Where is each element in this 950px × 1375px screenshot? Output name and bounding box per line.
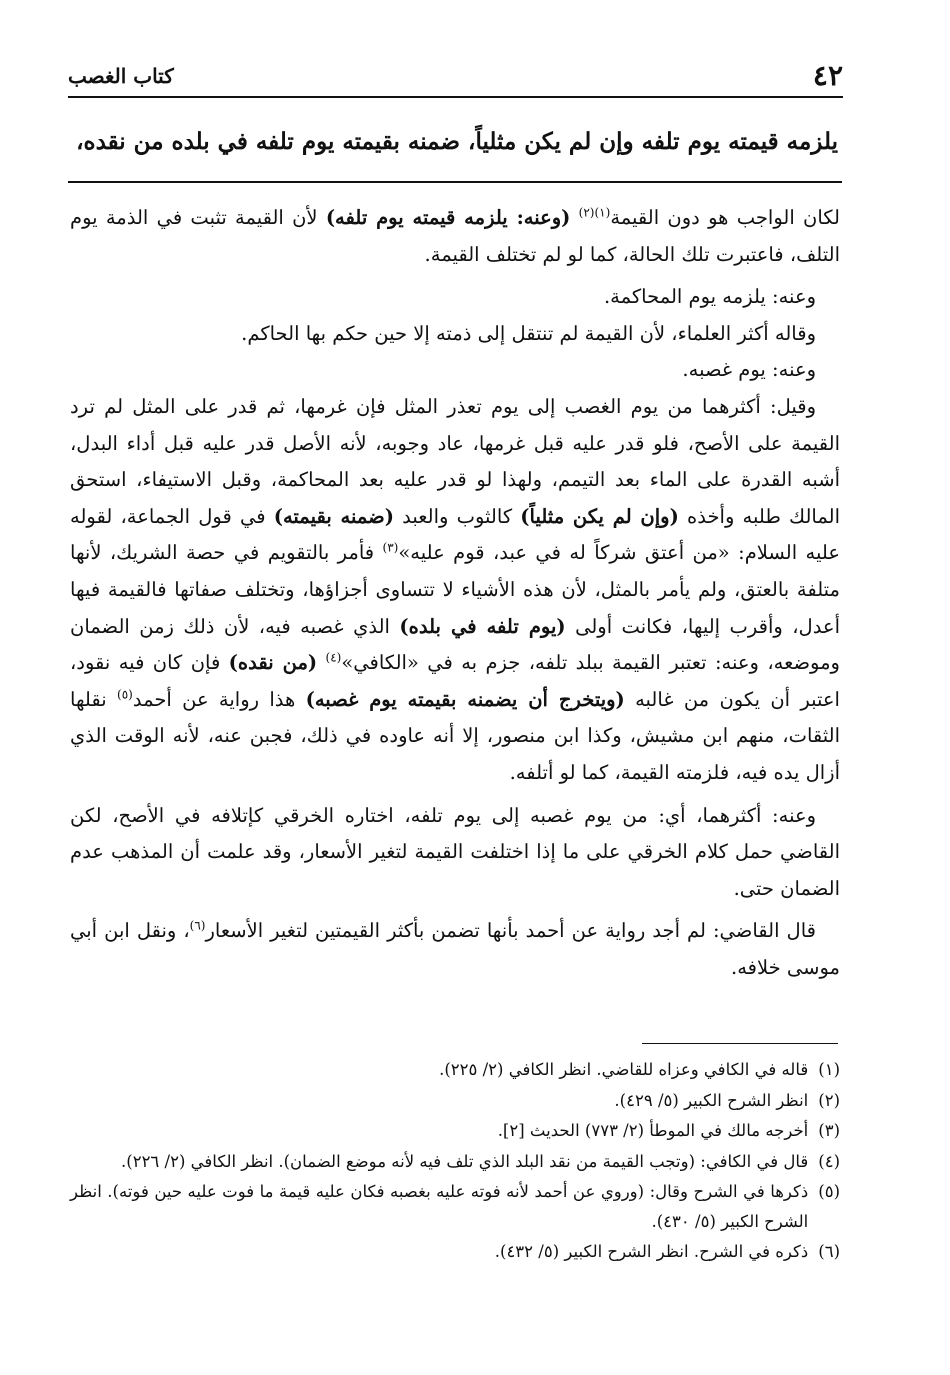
commentary-paragraph: وقيل: أكثرهما من يوم الغصب إلى يوم تعذر المثل فإن غرمها، ثم قدر على المثل لم ترد القيمة على الأصح، فلو قدر عليه قبل غرمها، عاد وجوبه، لأنه الأصل قدر عليه قبل أداء البدل، أشبه القدرة على الماء بعد التيمم، ولهذا لو قدر عليه بعد المحاكمة، وقبل الاستيفاء، استحق المالك طلبه وأخذه (وإن لم يكن مثلياً) كالثوب والعبد (ضمنه بقيمته) في قول الجماعة، لقوله عليه السلام: «من أعتق شركاً له في عبد، قوم عليه»$^{(٣)}$ فأمر بالتقويم في حصة الشريك، لأنها متلفة بالعتق، ولم يأمر بالمثل، لأن هذه الأشياء لا تتساوى أجزاؤها، وتختلف صفاتها فالقيمة فيها أعدل، وأقرب إليها، فكانت أولى (يوم تلفه في بلده) الذي غصبه فيه، لأن ذلك زمن الضمان وموضعه، وعنه: تعتبر القيمة ببلد تلفه، جزم به في «الكافي»$^{(٤)}$ (من نقده) فإن كان فيه نقود، اعتبر أن يكون من غالبه (ويتخرج أن يضمنه بقيمته يوم غصبه) هذا رواية عن أحمد$^{(٥)}$ نقلها الثقات، منهم ابن مشيش، وكذا ابن منصور، إلا أنه عاوده في ذلك، فجبن عنه، لأنه الوقت الذي أزال يده فيه، فلزمته القيمة، كما لو أتلفه. xyxy=(70,394,841,784)
commentary-paragraph: قال القاضي: لم أجد رواية عن أحمد بأنها تضمن بأكثر القيمتين لتغير الأسعار$^{(٦)}$، ونقل ابن أبي موسى خلافه. xyxy=(70,918,840,979)
commentary xyxy=(70,200,840,986)
footnote xyxy=(70,1177,840,1236)
footnote-number: (٢) xyxy=(818,1090,840,1110)
running-header xyxy=(68,56,843,98)
quoted-matn: (من نقده) xyxy=(228,651,318,675)
footnote-number: (٣) xyxy=(818,1121,840,1140)
footnote xyxy=(70,1055,840,1085)
commentary-paragraph: لكان الواجب هو دون القيمة$^{(١)(٢)}$ (وعنه: يلزمه قيمته يوم تلفه) لأن القيمة تثبت في الذمة يوم التلف، فاعتبرت تلك الحالة، كما لو لم تختلف القيمة. xyxy=(70,205,840,266)
footnote xyxy=(70,1237,840,1267)
footnote-text: ذكره في الشرح. انظر الشرح الكبير (٥/ ٤٣٢). xyxy=(494,1242,809,1261)
footnote-number: (٥) xyxy=(818,1182,840,1201)
commentary-paragraph: وعنه: يلزمه يوم المحاكمة. xyxy=(603,285,816,309)
footnote xyxy=(70,1147,840,1177)
footnote-ref[interactable]: (٣) xyxy=(382,540,399,555)
footnote xyxy=(70,1086,840,1116)
footnote-separator xyxy=(642,1043,838,1044)
footnote-ref[interactable]: (٤) xyxy=(325,650,342,665)
book-title: كتاب الغصب xyxy=(68,64,174,88)
quoted-matn: (وعنه: يلزمه قيمته يوم تلفه) xyxy=(325,206,571,229)
commentary-paragraph: وعنه: يوم غصبه. xyxy=(682,358,816,382)
footnote-text: قال في الكافي: (وتجب القيمة من نقد البلد الذي تلف فيه لأنه موضع الضمان). انظر الكافي (٢/ ٢٢٦). xyxy=(121,1151,809,1171)
footnote xyxy=(70,1116,840,1146)
quoted-matn: (ويتخرج أن يضمنه بقيمته يوم غصبه) xyxy=(305,687,625,711)
footnote-text: ذكرها في الشرح وقال: (وروي عن أحمد لأنه فوته عليه بغصبه فكان عليه قيمة ما فوت عليه حين فوته). انظر الشرح الكبير (٥/ ٤٣٠). xyxy=(70,1182,809,1231)
matn-separator xyxy=(68,181,842,183)
quoted-matn: (وإن لم يكن مثلياً) xyxy=(520,504,679,528)
footnote-text: أخرجه مالك في الموطأ (٢/ ٧٧٣) الحديث [٢]. xyxy=(497,1121,809,1140)
quoted-matn: (ضمنه بقيمته) xyxy=(273,504,394,528)
footnote-ref[interactable]: (١)(٢) xyxy=(578,205,611,220)
footnote-number: (١) xyxy=(818,1060,840,1079)
commentary-paragraph: وقاله أكثر العلماء، لأن القيمة لم تنتقل إلى ذمته إلا حين حكم بها الحاكم. xyxy=(241,321,816,345)
footnote-ref[interactable]: (٥) xyxy=(117,687,133,702)
footnote-number: (٤) xyxy=(818,1151,840,1171)
matn-text: يلزمه قيمته يوم تلفه وإن لم يكن مثلياً، ضمنه بقيمته يوم تلفه في بلده من نقده، xyxy=(76,128,838,155)
footnote-text: انظر الشرح الكبير (٥/ ٤٢٩). xyxy=(614,1090,809,1110)
page-number: ٤٢ xyxy=(812,59,843,92)
footnotes xyxy=(70,1055,840,1268)
quoted-matn: (يوم تلفه في بلده) xyxy=(399,614,566,638)
footnote-ref[interactable]: (٦) xyxy=(189,918,206,933)
footnote-number: (٦) xyxy=(818,1242,840,1261)
commentary-paragraph: وعنه: أكثرهما، أي: من يوم غصبه إلى يوم تلفه، اختاره الخرقي كإتلافه في الأصح، لكن القاضي حمل كلام الخرقي على ما إذا اختلفت القيمة لتغير الأسعار، وقد علمت أن المذهب عدم الضمان حتى. xyxy=(70,803,840,900)
footnote-text: قاله في الكافي وعزاه للقاضي. انظر الكافي (٢/ ٢٢٥). xyxy=(439,1060,809,1079)
